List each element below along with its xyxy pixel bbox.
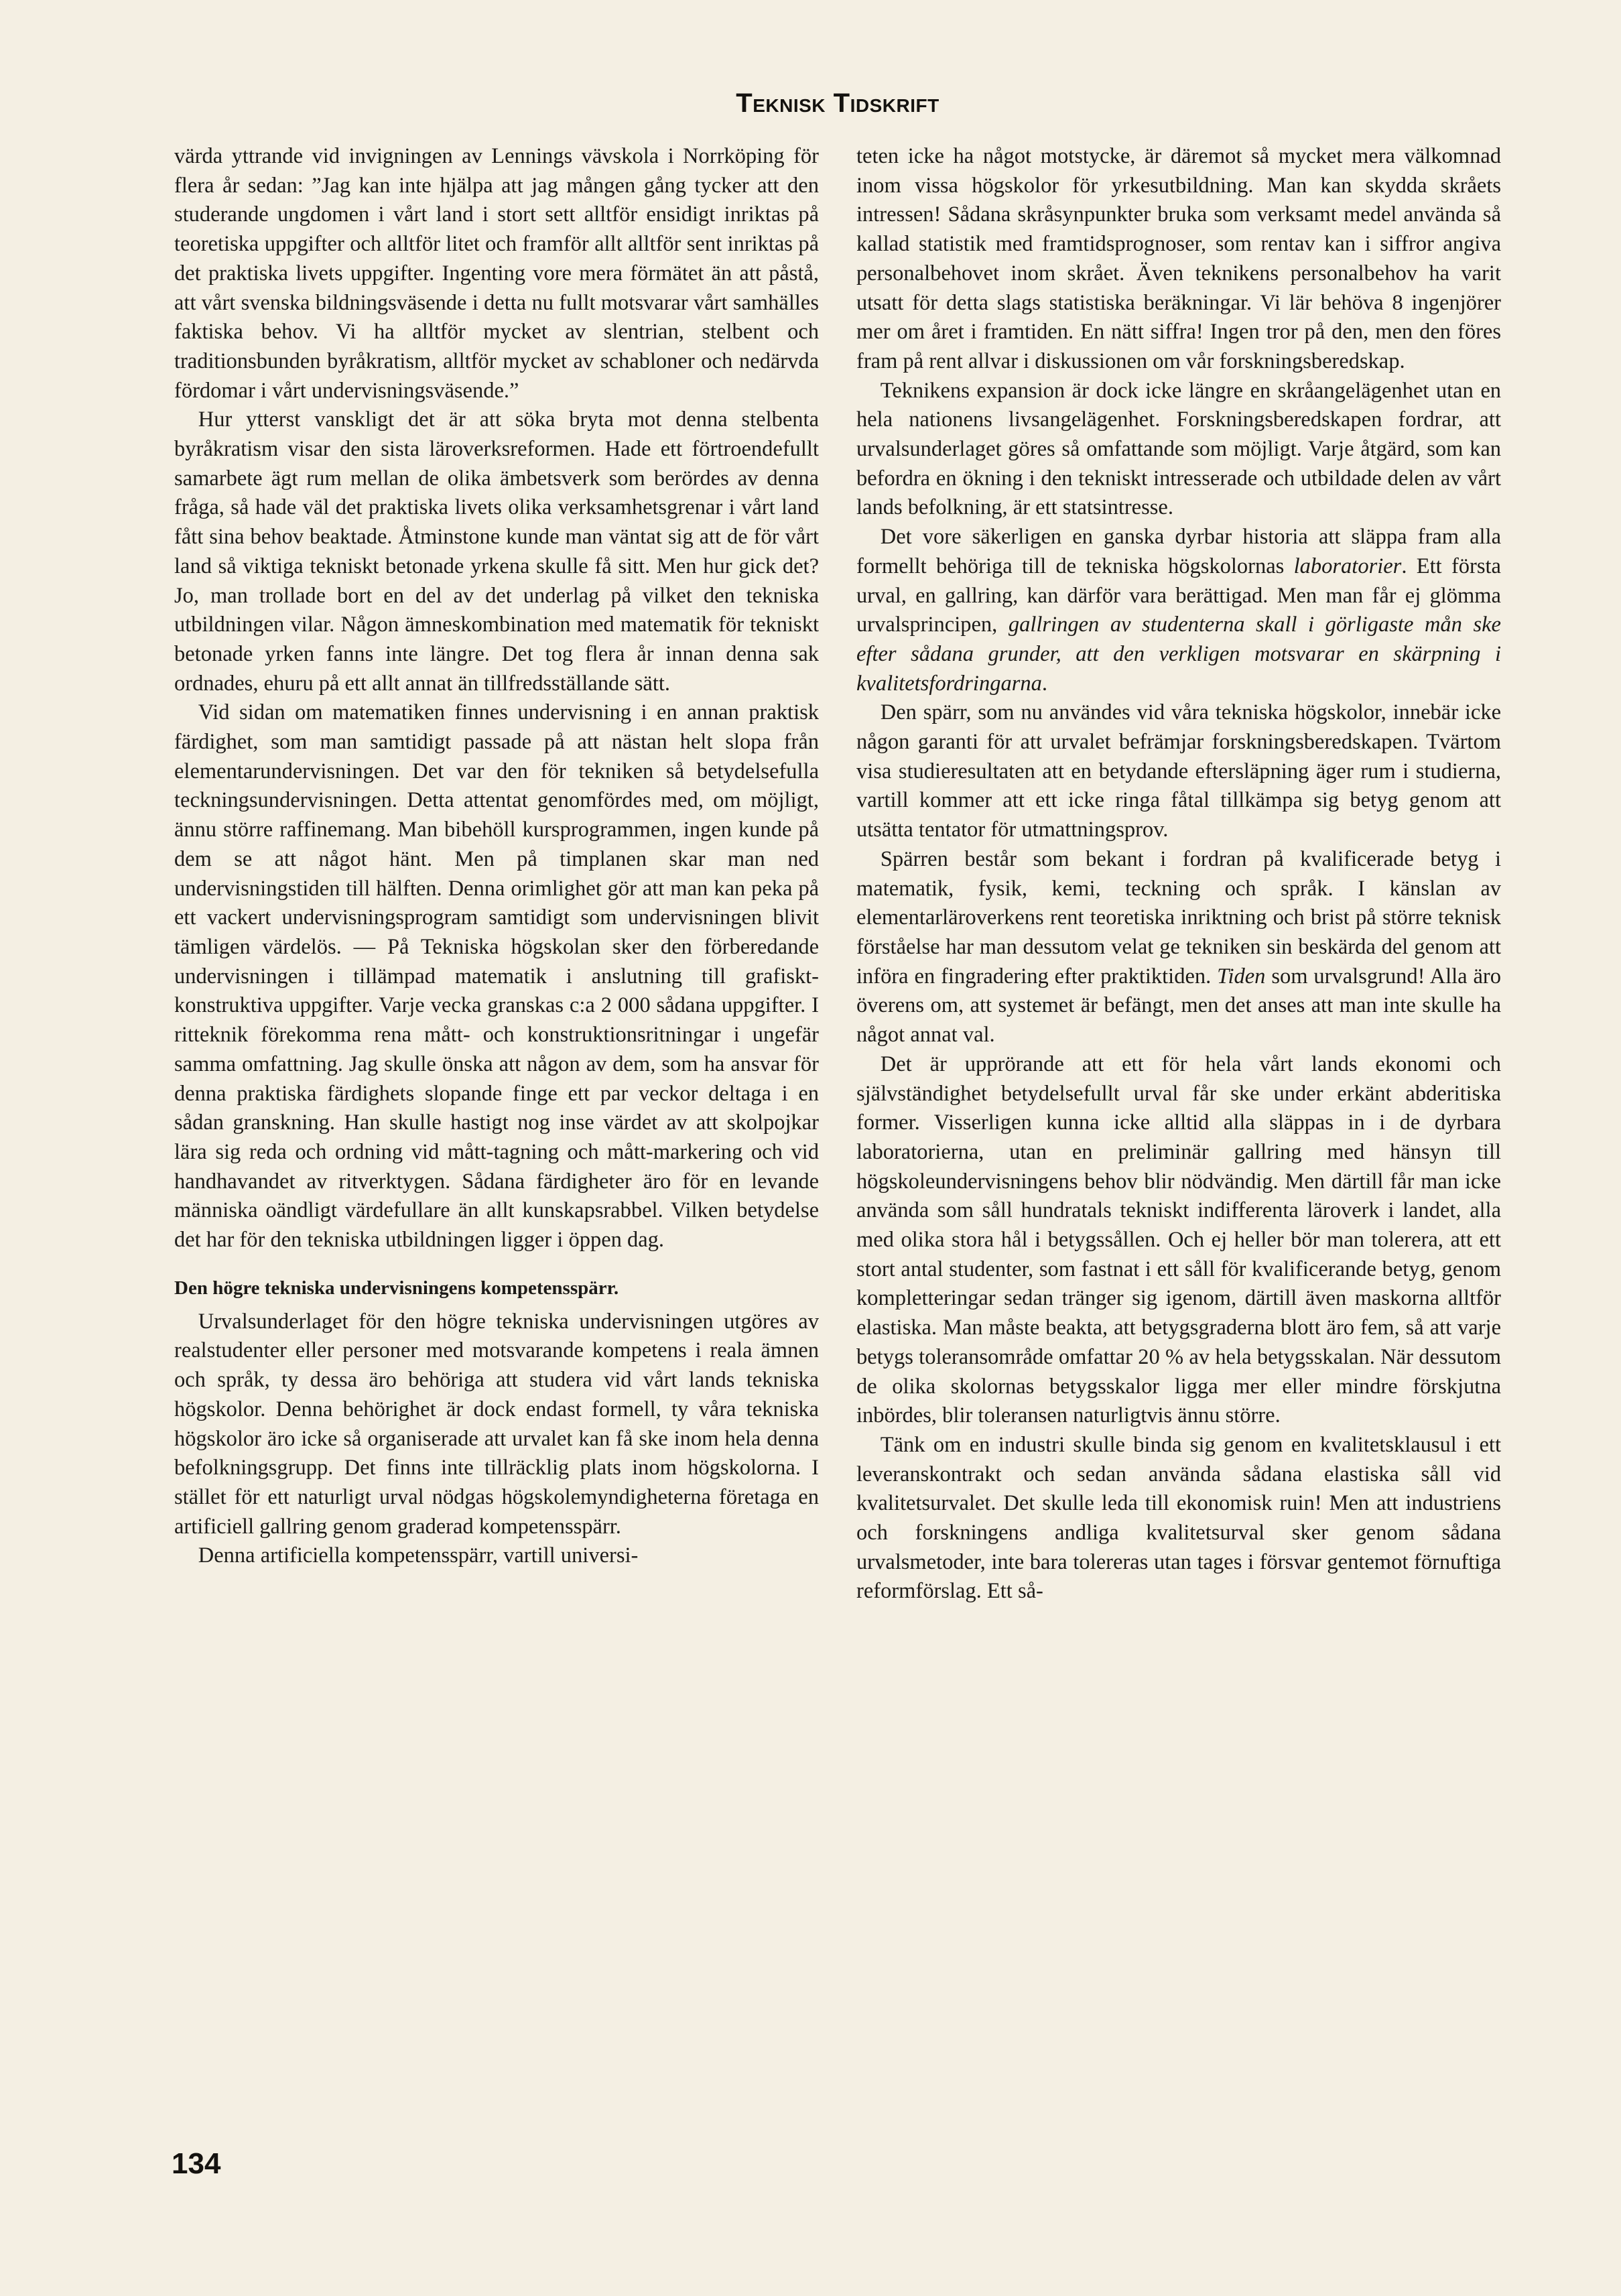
paragraph: Det är upprörande att ett för hela vårt lands ekonomi och självständighet betydelsefullt urval får ske under erkänt abderitiska former. Visserligen kunna icke alltid alla släppas in i de dyrbara laboratorierna, utan en preliminär gallring med hänsyn till högskoleundervisningens behov blir nödvändig. Men därtill får man icke använda som såll hundratals tekniskt indifferenta läroverk i landet, alla med olika stora hål i betygssållen. Och ej heller bör man tolerera, att ett stort antal studenter, som fastnat i ett såll för kvalificerande betyg, genom kompletteringar sedan tränger sig igenom, därtill även maskorna alltför elastiska. Man måste beakta, att betygsgraderna blott äro fem, så att varje betygs toleransområde omfattar 20 % av hela betygsskalan. När dessutom de olika skolornas betygsskalor ligga mer eller mindre förskjutna inbördes, blir toleransen naturligtvis ännu större. bbox=[856, 1051, 1501, 1428]
paragraph: Den spärr, som nu användes vid våra tekniska högskolor, innebär icke någon garanti för att urvalet befrämjar forskningsberedskapen. Tvärtom visa studieresultaten att en betydande eftersläpning äger rum i studierna, vartill kommer att ett icke ringa fåtal tillkämpa sig betyg genom att utsätta tentator för utmattningsprov. bbox=[856, 700, 1501, 842]
paragraph bbox=[856, 845, 1501, 1050]
text-run: Det vore säkerligen en ganska dyrbar historia att släppa fram alla formellt behöriga till de tekniska högskolornas bbox=[856, 525, 1501, 578]
paragraph: Urvalsunderlaget för den högre tekniska undervisningen utgöres av realstudenter eller personer med motsvarande kompetens i reala ämnen och språk, ty dessa äro behöriga att studera vid vårt lands tekniska högskolor. Denna behörighet är dock endast formell, ty våra tekniska högskolor äro icke så organiserade att urvalet kan få ske inom hela denna befolkningsgrupp. Det finns inte tillräcklig plats inom högskolorna. I stället för ett naturligt urval nödgas högskolemyndigheterna företaga en artificiell gallring genom graderad kompetensspärr. bbox=[174, 1309, 819, 1539]
paragraph bbox=[856, 523, 1501, 698]
text-run: . bbox=[1041, 671, 1047, 696]
paragraph: Teknikens expansion är dock icke längre en skråangelägenhet utan en hela nationens livsangelägenhet. Forskningsberedskapen fordrar, att urvalsunderlaget göres så omfattande som möjligt. Varje åtgärd, som kan befordra en ökning i den tekniskt intresserade och utbildade delen av vårt lands befolkning, är ett statsintresse. bbox=[856, 378, 1501, 520]
running-title: Teknisk Tidskrift bbox=[736, 88, 939, 118]
italic-text: gallringen av studenterna skall i görligaste mån ske efter sådana grunder, att den verkligen motsvarar en skärpning i kvalitetsfordringarna bbox=[856, 613, 1501, 696]
text-run: Spärren består som bekant i fordran på kvalificerade betyg i matematik, fysik, kemi, teckning och språk. I känslan av elementarläroverkens rent teoretiska inriktning och brist på större teknisk förståelse har man dessutom velat ge tekniken sin beskärda del genom att införa en fingradering efter praktiktiden. bbox=[856, 846, 1501, 988]
paragraph: Vid sidan om matematiken finnes undervisning i en annan praktisk färdighet, som man samtidigt passade på att nästan helt slopa från elementarundervisningen. Det var den för tekniken så betydelsefulla teckningsundervisningen. Detta attentat genomfördes med, om möjligt, ännu större raffinemang. Man bibehöll kursprogrammen, ingen kunde på dem se att något hänt. Men på timplanen skar man ned undervisningstiden till hälften. Denna orimlighet gör att man kan peka på ett vackert undervisningsprogram samtidigt som undervisningen blivit tämligen värdelös. — På Tekniska högskolan sker den förberedande undervisningen i tillämpad matematik i anslutning till grafiskt-konstruktiva uppgifter. Varje vecka granskas c:a 2 000 sådana uppgifter. I ritteknik förekomma rena mått- och konstruktionsritningar i ungefär samma omfattning. Jag skulle önska att någon av dem, som ha ansvar för denna praktiska färdighets slopande finge ett par veckor deltaga i en sådan granskning. Han skulle hastigt nog inse värdet av att skolpojkar lära sig reda och ordning vid mått-tagning och mått-markering och vid handhavandet av ritverktygen. Sådana färdigheter äro för en levande människa oändligt värdefullare än allt kunskapsrabbel. Vilken betydelse det har för den tekniska utbildningen ligger i öppen dag. bbox=[174, 700, 819, 1253]
paragraph: Hur ytterst vanskligt det är att söka bryta mot denna stelbenta byråkratism visar den sista läroverksreformen. Hade ett förtroendefullt samarbete ägt rum mellan de olika ämbetsverk som berördes av denna fråga, så hade väl det praktiska livets olika verksamhetsgrenar i vårt land fått sina behov beaktade. Åtminstone kunde man väntat sig att de för vårt land så viktiga tekniskt betonade yrkena skulle få sitt. Men hur gick det? Jo, man trollade bort en del av det underlag på vilket den tekniska utbildningen vilar. Någon ämneskombination med matematik för tekniskt betonade yrken fanns inte längre. Det tog flera år innan denna sak ordnades, ehuru på ett allt annat än tillfredsställande sätt. bbox=[174, 407, 819, 696]
page-number: 134 bbox=[172, 2147, 221, 2180]
text-run: . Ett första urval, en gallring, kan därför vara berättigad. Men man får ej glömma urvalsprincipen, bbox=[856, 554, 1501, 637]
paragraph: Tänk om en industri skulle binda sig genom en kvalitetsklausul i ett leveranskontrakt och sedan använda sådana elastiska såll vid kvalitetsurvalet. Det skulle leda till ekonomisk ruin! Men att industriens och forskningens andliga kvalitetsurval sker genom sådana urvalsmetoder, inte bara tolereras utan tages i försvar gentemot förnuftiga reformförslag. Ett så- bbox=[856, 1432, 1501, 1604]
italic-text: Tiden bbox=[1217, 964, 1266, 988]
section-heading: Den högre tekniska undervisningens kompetensspärr. bbox=[174, 1277, 619, 1299]
italic-text: laboratorier bbox=[1293, 554, 1402, 578]
paragraph: teten icke ha något motstycke, är däremot så mycket mera välkomnad inom vissa högskolor för yrkesutbildning. Man kan skydda skråets intressen! Sådana skråsynpunkter bruka som verksamt medel använda så kallad statistik med framtidsprognoser, som rentav kan i siffror angiva personalbehovet inom skrået. Även teknikens personalbehov ha varit utsatt för detta slags statistiska beräkningar. Vi lär behöva 8 ingenjörer mer om året i framtiden. En nätt siffra! Ingen tror på den, men den föres fram på rent allvar i diskussionen om vår forskningsberedskap. bbox=[856, 144, 1501, 373]
text-run: som urvalsgrund! Alla äro överens om, att systemet är befängt, men det anses att man inte skulle ha något annat val. bbox=[856, 964, 1501, 1047]
paragraph: Denna artificiella kompetensspärr, vartill universi- bbox=[198, 1543, 639, 1568]
right-column bbox=[856, 142, 1501, 1606]
left-column bbox=[174, 142, 819, 1571]
paragraph: värda yttrande vid invigningen av Lennings vävskola i Norrköping för flera år sedan: ”Jag kan inte hjälpa att jag mången gång tycker att den studerande ungdomen i vårt land i stort sett alltför ensidigt inriktas på teoretiska uppgifter och alltför litet och framför allt alltför sent inriktas på det praktiska livets uppgifter. Ingenting vore mera förmätet än att påstå, att vårt svenska bildningsväsende i detta nu fullt motsvarar vårt samhälles faktiska behov. Vi ha alltför mycket av slentrian, stelbent och traditionsbunden byråkratism, alltför mycket av schabloner och nedärvda fördomar i vårt undervisningsväsende.” bbox=[174, 144, 819, 403]
